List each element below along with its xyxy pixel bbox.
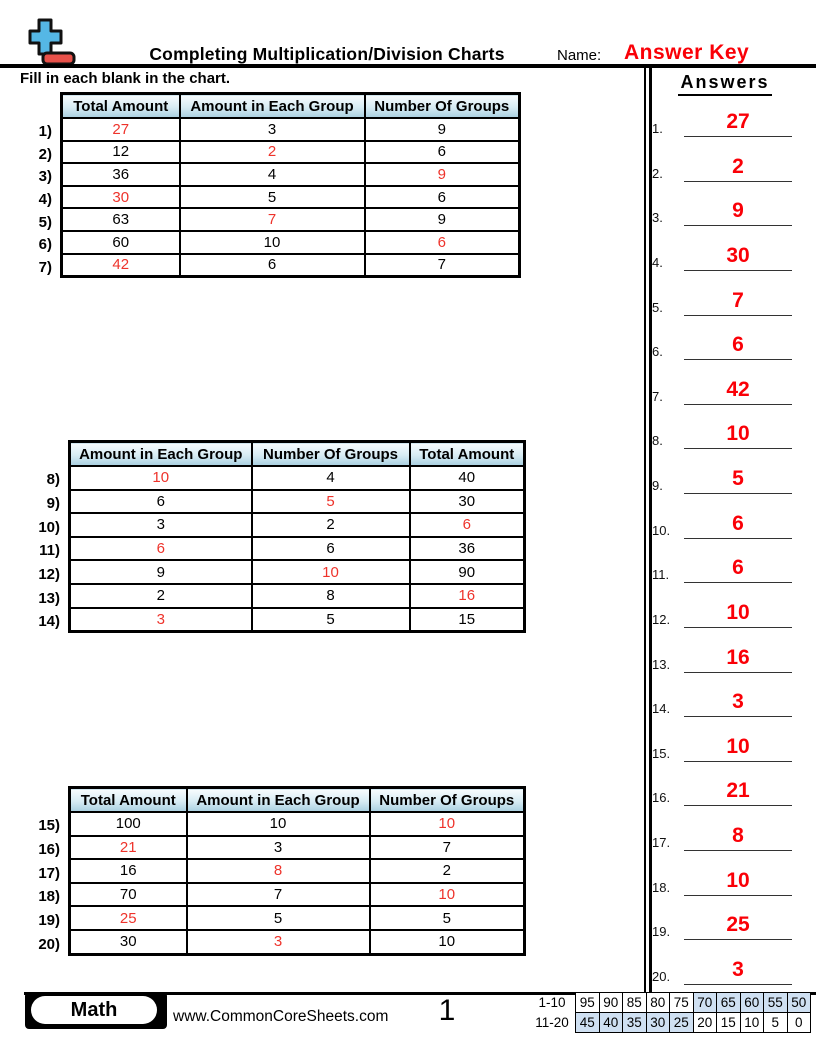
answer-value: 5 bbox=[732, 467, 744, 490]
score-grid-row bbox=[533, 993, 811, 1013]
question-numbers-1 bbox=[16, 120, 52, 279]
table-row bbox=[70, 608, 525, 632]
answer-number: 12. bbox=[652, 611, 671, 627]
question-number: 2) bbox=[38, 145, 52, 163]
answer-value: 2 bbox=[732, 154, 744, 178]
table-row bbox=[62, 163, 520, 186]
table-cell: 36 bbox=[62, 163, 180, 186]
score-grid-row-label: 11-20 bbox=[535, 1015, 569, 1030]
answer-value: 21 bbox=[726, 779, 750, 803]
score-grid-cell: 40 bbox=[599, 1013, 623, 1033]
table-row bbox=[62, 118, 520, 141]
table-header-row bbox=[70, 788, 525, 813]
score-grid-row bbox=[533, 1013, 811, 1033]
question-number: 4) bbox=[38, 190, 52, 208]
answer-blank bbox=[652, 409, 792, 449]
answer-value: 10 bbox=[726, 868, 750, 892]
table-cell: 2 bbox=[370, 859, 525, 883]
answer-line bbox=[684, 824, 792, 851]
table-row bbox=[70, 812, 525, 836]
answer-value: 16 bbox=[726, 645, 750, 669]
table-cell: 4 bbox=[180, 163, 365, 186]
table-cell: 5 bbox=[252, 490, 410, 514]
question-number: 14) bbox=[38, 613, 60, 631]
score-grid-cell: 25 bbox=[670, 1013, 694, 1033]
answer-line bbox=[684, 913, 792, 940]
question-number: 18) bbox=[38, 888, 60, 906]
answers-heading-text: Answers bbox=[678, 72, 771, 96]
table-cell: 7 bbox=[180, 208, 365, 231]
answer-value: 8 bbox=[732, 824, 744, 847]
answer-line bbox=[684, 735, 792, 762]
score-grid-cell: 55 bbox=[764, 993, 788, 1013]
answer-value: 6 bbox=[732, 556, 744, 580]
table-cell: 9 bbox=[365, 208, 520, 231]
answer-line bbox=[684, 601, 792, 628]
answer-number: 1. bbox=[652, 121, 663, 136]
answer-value: 10 bbox=[726, 734, 750, 758]
website-text: www.CommonCoreSheets.com bbox=[173, 1008, 389, 1025]
answer-value: 10 bbox=[726, 600, 750, 624]
table-cell: 70 bbox=[70, 883, 187, 907]
name-label: Name: bbox=[557, 47, 602, 64]
answer-number: 14. bbox=[652, 701, 671, 717]
score-grid-cell: 20 bbox=[693, 1013, 717, 1033]
header-rule bbox=[0, 64, 816, 68]
subject-badge bbox=[25, 992, 167, 1029]
question-number: 5) bbox=[38, 213, 52, 231]
answer-value: 27 bbox=[726, 110, 750, 133]
table-cell: 9 bbox=[365, 163, 520, 186]
answer-number: 10. bbox=[652, 522, 671, 538]
table-cell: 36 bbox=[410, 537, 525, 561]
table-cell: 16 bbox=[410, 584, 525, 608]
answer-line bbox=[684, 155, 792, 182]
table-header-row bbox=[70, 442, 525, 467]
answer-line bbox=[684, 958, 792, 985]
table-cell: 10 bbox=[252, 560, 410, 584]
table-row bbox=[70, 859, 525, 883]
table-cell: 60 bbox=[62, 231, 180, 254]
answer-value: 10 bbox=[726, 422, 750, 446]
answer-blank bbox=[652, 588, 792, 628]
table-cell: 6 bbox=[365, 186, 520, 209]
table-cell: 100 bbox=[70, 812, 187, 836]
plus-minus-icon bbox=[28, 16, 82, 70]
page-number: 1 bbox=[438, 994, 456, 1027]
table-cell: 7 bbox=[370, 836, 525, 860]
question-number: 1) bbox=[38, 122, 52, 140]
score-grid-cell: 90 bbox=[599, 993, 623, 1013]
table-cell: 6 bbox=[365, 141, 520, 164]
answer-number: 3. bbox=[652, 210, 663, 226]
score-grid-cell: 15 bbox=[717, 1013, 741, 1033]
score-grid-cell: 30 bbox=[646, 1013, 670, 1033]
table-cell: 3 bbox=[187, 836, 370, 860]
answer-line bbox=[684, 199, 792, 226]
answer-number: 7. bbox=[652, 388, 663, 404]
score-grid-cell: 50 bbox=[787, 993, 811, 1013]
answer-value: 25 bbox=[726, 913, 750, 937]
score-grid-cell: 5 bbox=[764, 1013, 788, 1033]
answer-line bbox=[684, 244, 792, 271]
table-cell: 6 bbox=[365, 231, 520, 254]
score-grid-cell: 45 bbox=[576, 1013, 600, 1033]
table-row bbox=[62, 186, 520, 209]
answer-number: 2. bbox=[652, 165, 663, 181]
answer-number: 8. bbox=[652, 433, 663, 449]
column-header: Number Of Groups bbox=[365, 94, 520, 119]
instruction-text: Fill in each blank in the chart. bbox=[20, 70, 231, 87]
table-cell: 10 bbox=[187, 812, 370, 836]
table-row bbox=[70, 883, 525, 907]
table-cell: 10 bbox=[180, 231, 365, 254]
answer-line bbox=[684, 556, 792, 583]
question-number: 20) bbox=[38, 935, 60, 953]
answer-number: 20. bbox=[652, 968, 671, 984]
answer-value: 6 bbox=[732, 333, 744, 357]
answer-blank bbox=[652, 766, 792, 806]
answer-value: 42 bbox=[726, 377, 750, 401]
answers-heading bbox=[652, 72, 798, 93]
answer-number: 4. bbox=[652, 254, 663, 270]
table-cell: 5 bbox=[370, 906, 525, 930]
column-header: Amount in Each Group bbox=[187, 788, 370, 813]
question-number: 12) bbox=[38, 566, 60, 584]
table-row bbox=[62, 231, 520, 254]
column-header: Number Of Groups bbox=[370, 788, 525, 813]
page-title: Completing Multiplication/Division Charts bbox=[149, 44, 505, 64]
table-cell: 30 bbox=[410, 490, 525, 514]
answer-number: 18. bbox=[652, 879, 671, 895]
answer-line bbox=[684, 512, 792, 539]
subject-badge-label: Math bbox=[31, 996, 157, 1024]
score-grid-cell: 75 bbox=[670, 993, 694, 1013]
answer-number: 6. bbox=[652, 344, 663, 360]
table-row bbox=[70, 560, 525, 584]
chart-table-2 bbox=[68, 440, 526, 633]
table-cell: 21 bbox=[70, 836, 187, 860]
column-header: Total Amount bbox=[70, 788, 187, 813]
score-grid bbox=[533, 992, 811, 1033]
table-cell: 10 bbox=[370, 930, 525, 954]
question-number: 9) bbox=[46, 495, 60, 513]
answers-separator-line bbox=[644, 67, 646, 992]
answer-value: 7 bbox=[732, 288, 744, 312]
table-cell: 9 bbox=[70, 560, 252, 584]
column-header: Total Amount bbox=[410, 442, 525, 467]
table-cell: 25 bbox=[70, 906, 187, 930]
table-cell: 12 bbox=[62, 141, 180, 164]
table-cell: 6 bbox=[252, 537, 410, 561]
answer-blank bbox=[652, 186, 792, 226]
question-number: 11) bbox=[39, 542, 60, 560]
answer-blank bbox=[652, 722, 792, 762]
table-cell: 6 bbox=[70, 490, 252, 514]
table-row bbox=[70, 513, 525, 537]
table-cell: 5 bbox=[187, 906, 370, 930]
table-cell: 2 bbox=[180, 141, 365, 164]
table-cell: 3 bbox=[70, 608, 252, 632]
answer-blank bbox=[652, 945, 792, 985]
answer-line bbox=[684, 333, 792, 360]
question-number: 10) bbox=[38, 518, 60, 536]
table-row bbox=[70, 930, 525, 954]
answer-line bbox=[684, 378, 792, 405]
table-cell: 10 bbox=[70, 466, 252, 490]
table-cell: 10 bbox=[370, 883, 525, 907]
table-cell: 63 bbox=[62, 208, 180, 231]
table-row bbox=[62, 141, 520, 164]
table-cell: 9 bbox=[365, 118, 520, 141]
answer-number: 5. bbox=[652, 299, 663, 315]
answer-blank bbox=[652, 499, 792, 539]
question-number: 8) bbox=[46, 471, 60, 489]
table-row bbox=[70, 584, 525, 608]
answer-blank bbox=[652, 677, 792, 717]
answer-blank bbox=[652, 856, 792, 896]
table-row bbox=[70, 466, 525, 490]
answer-blank bbox=[652, 97, 792, 137]
table-cell: 30 bbox=[62, 186, 180, 209]
table-cell: 7 bbox=[187, 883, 370, 907]
table-cell: 40 bbox=[410, 466, 525, 490]
score-grid-cell: 85 bbox=[623, 993, 647, 1013]
answer-value: 6 bbox=[732, 511, 744, 535]
answer-line bbox=[684, 467, 792, 494]
answer-value: 3 bbox=[732, 690, 744, 714]
table-cell: 16 bbox=[70, 859, 187, 883]
answer-blank bbox=[652, 811, 792, 851]
answer-blank bbox=[652, 276, 792, 316]
answer-line bbox=[684, 690, 792, 717]
table-row bbox=[62, 254, 520, 277]
table-cell: 5 bbox=[252, 608, 410, 632]
answer-line bbox=[684, 422, 792, 449]
score-grid-cell: 80 bbox=[646, 993, 670, 1013]
score-grid-cell: 10 bbox=[740, 1013, 764, 1033]
table-cell: 6 bbox=[410, 513, 525, 537]
table-cell: 8 bbox=[187, 859, 370, 883]
answer-blank bbox=[652, 900, 792, 940]
answer-blank bbox=[652, 454, 792, 494]
question-numbers-2 bbox=[20, 468, 60, 634]
table-row bbox=[70, 537, 525, 561]
answer-number: 16. bbox=[652, 790, 671, 806]
chart-table-3 bbox=[68, 786, 526, 956]
question-number: 15) bbox=[38, 817, 60, 835]
table-cell: 30 bbox=[70, 930, 187, 954]
question-number: 16) bbox=[38, 841, 60, 859]
table-cell: 2 bbox=[252, 513, 410, 537]
answer-number: 15. bbox=[652, 745, 671, 761]
answer-number: 13. bbox=[652, 656, 671, 672]
answer-number: 17. bbox=[652, 835, 671, 850]
table-row bbox=[62, 208, 520, 231]
question-number: 7) bbox=[38, 258, 52, 276]
score-grid-cell: 60 bbox=[740, 993, 764, 1013]
column-header: Total Amount bbox=[62, 94, 180, 119]
table-cell: 10 bbox=[370, 812, 525, 836]
table-row bbox=[70, 490, 525, 514]
question-number: 6) bbox=[38, 236, 52, 254]
answer-line bbox=[684, 646, 792, 673]
table-header-row bbox=[62, 94, 520, 119]
answer-line bbox=[684, 289, 792, 316]
answer-blank bbox=[652, 365, 792, 405]
table-cell: 27 bbox=[62, 118, 180, 141]
answer-blank bbox=[652, 543, 792, 583]
table-row bbox=[70, 906, 525, 930]
table-cell: 42 bbox=[62, 254, 180, 277]
table-cell: 8 bbox=[252, 584, 410, 608]
table-cell: 3 bbox=[187, 930, 370, 954]
score-grid-cell: 65 bbox=[717, 993, 741, 1013]
table-cell: 6 bbox=[180, 254, 365, 277]
answer-value: 3 bbox=[732, 957, 744, 981]
score-grid-cell: 95 bbox=[576, 993, 600, 1013]
answer-value: 30 bbox=[726, 243, 750, 267]
answer-value: 9 bbox=[732, 199, 744, 223]
question-number: 13) bbox=[38, 589, 60, 607]
question-numbers-3 bbox=[20, 814, 60, 956]
table-cell: 90 bbox=[410, 560, 525, 584]
answer-line bbox=[684, 869, 792, 896]
table-cell: 4 bbox=[252, 466, 410, 490]
question-number: 17) bbox=[38, 864, 60, 882]
table-cell: 5 bbox=[180, 186, 365, 209]
column-header: Number Of Groups bbox=[252, 442, 410, 467]
score-grid-cell: 0 bbox=[787, 1013, 811, 1033]
column-header: Amount in Each Group bbox=[70, 442, 252, 467]
score-grid-row-label: 1-10 bbox=[538, 995, 566, 1010]
column-header: Amount in Each Group bbox=[180, 94, 365, 119]
answer-blank bbox=[652, 633, 792, 673]
answer-number: 9. bbox=[652, 478, 663, 493]
chart-table-1 bbox=[60, 92, 521, 278]
answer-blank bbox=[652, 142, 792, 182]
score-grid-cell: 70 bbox=[693, 993, 717, 1013]
table-cell: 15 bbox=[410, 608, 525, 632]
score-grid-cell: 35 bbox=[623, 1013, 647, 1033]
question-number: 19) bbox=[38, 912, 60, 930]
answer-line bbox=[684, 110, 792, 137]
answer-blank bbox=[652, 320, 792, 360]
table-row bbox=[70, 836, 525, 860]
table-cell: 3 bbox=[180, 118, 365, 141]
table-cell: 6 bbox=[70, 537, 252, 561]
answer-key-text: Answer Key bbox=[624, 41, 750, 64]
answers-list bbox=[652, 97, 792, 985]
answer-number: 19. bbox=[652, 924, 671, 940]
table-cell: 3 bbox=[70, 513, 252, 537]
answer-line bbox=[684, 779, 792, 806]
question-number: 3) bbox=[38, 168, 52, 186]
answer-number: 11. bbox=[652, 567, 670, 583]
answer-blank bbox=[652, 231, 792, 271]
table-cell: 2 bbox=[70, 584, 252, 608]
table-cell: 7 bbox=[365, 254, 520, 277]
